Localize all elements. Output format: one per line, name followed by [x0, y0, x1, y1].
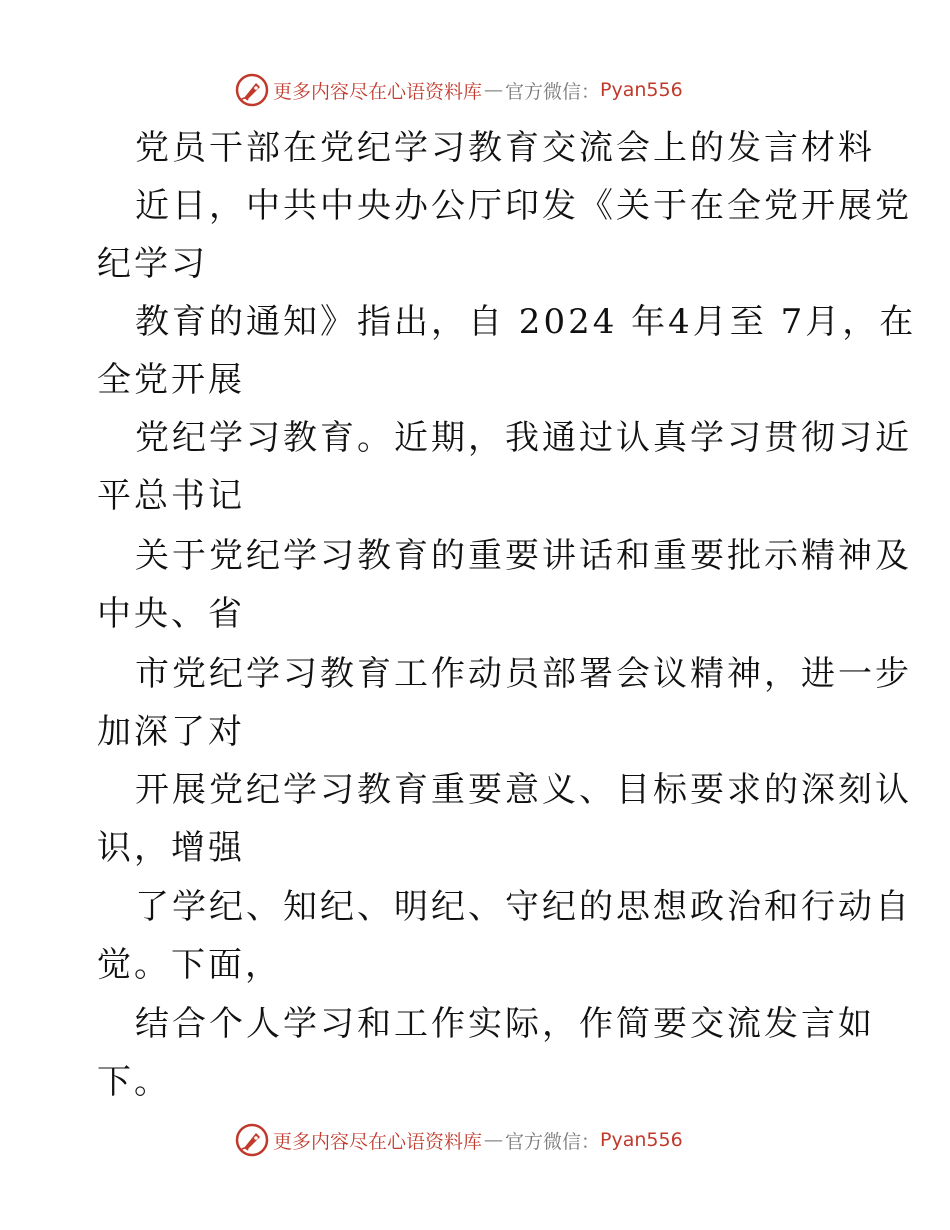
pen-nib-icon — [235, 73, 269, 107]
paragraph-line: 加深了对 — [97, 712, 245, 752]
paragraph-line: 平总书记 — [97, 476, 245, 516]
paragraph-line: 教育的通知》指出，自 2024 年4月至 7月，在 — [135, 302, 917, 342]
paragraph-line: 全党开展 — [97, 360, 245, 400]
watermark-dash: — — [484, 79, 504, 101]
watermark-dash: — — [484, 1129, 504, 1151]
document-title: 党员干部在党纪学习教育交流会上的发言材料 — [135, 128, 875, 168]
paragraph-line: 近日，中共中央办公厅印发《关于在全党开展党 — [135, 186, 912, 226]
paragraph-line: 下。 — [97, 1062, 171, 1102]
pen-nib-icon — [235, 1123, 269, 1157]
watermark-text: 更多内容尽在心语资料库 — [273, 80, 483, 103]
paragraph-line: 开展党纪学习教育重要意义、目标要求的深刻认 — [135, 770, 912, 810]
paragraph-line: 识，增强 — [97, 828, 245, 868]
watermark-contact-id: Pyan556 — [600, 1129, 683, 1151]
watermark-footer — [235, 1122, 683, 1158]
paragraph-line: 觉。下面， — [97, 945, 282, 985]
paragraph-line: 中央、省 — [97, 594, 245, 634]
watermark-contact-id: Pyan556 — [600, 79, 683, 101]
watermark-text: 更多内容尽在心语资料库 — [273, 1130, 483, 1153]
paragraph-line: 纪学习 — [97, 244, 208, 284]
paragraph-line: 市党纪学习教育工作动员部署会议精神，进一步 — [135, 654, 912, 694]
watermark-contact-label: 官方微信： — [505, 1130, 601, 1153]
watermark-header — [235, 72, 683, 108]
paragraph-line: 了学纪、知纪、明纪、守纪的思想政治和行动自 — [135, 887, 912, 927]
paragraph-line: 党纪学习教育。近期，我通过认真学习贯彻习近 — [135, 418, 912, 458]
paragraph-line: 关于党纪学习教育的重要讲话和重要批示精神及 — [135, 536, 912, 576]
watermark-contact-label: 官方微信： — [505, 80, 601, 103]
paragraph-line: 结合个人学习和工作实际，作简要交流发言如 — [135, 1004, 875, 1044]
